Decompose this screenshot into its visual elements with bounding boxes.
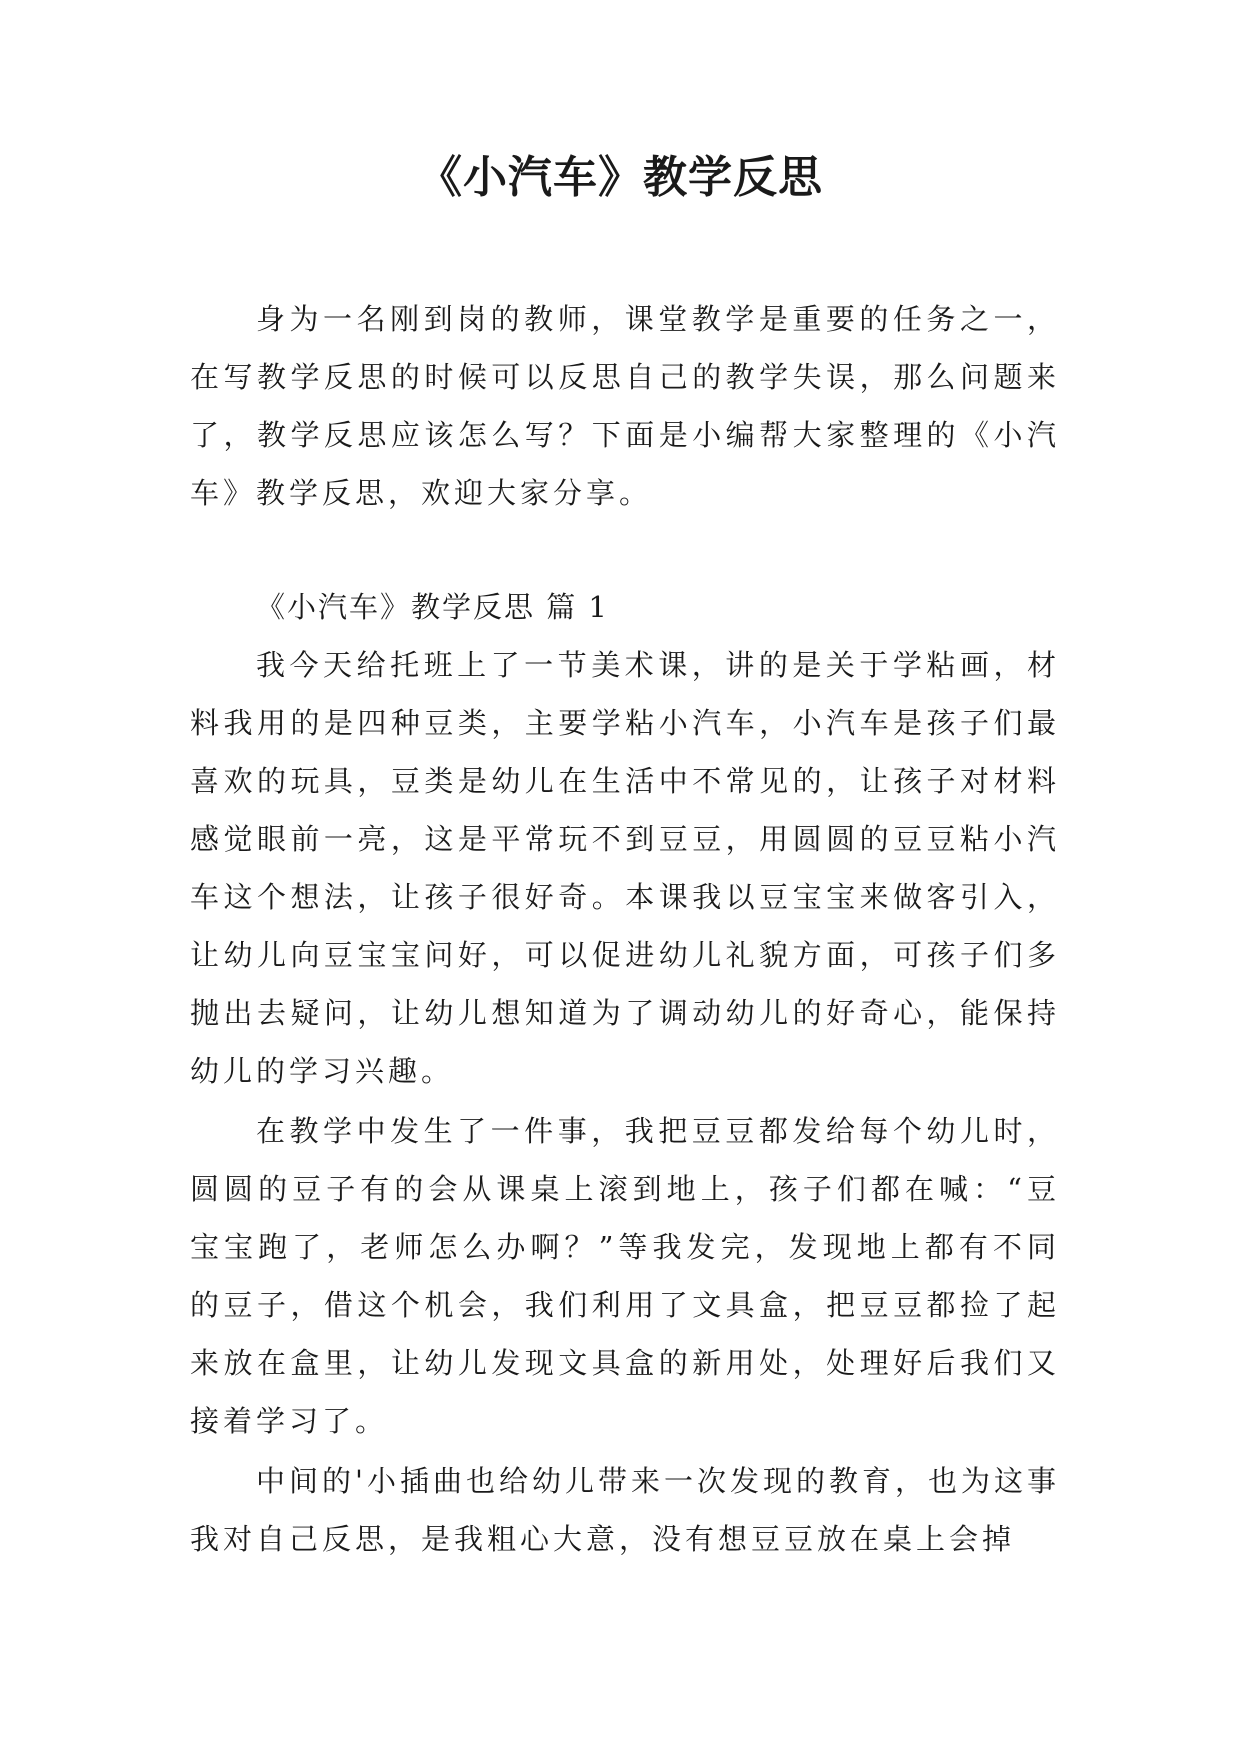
intro-paragraph: 身为一名刚到岗的教师，课堂教学是重要的任务之一，在写教学反思的时候可以反思自己的教学失误，那么问题来了，教学反思应该怎么写？下面是小编帮大家整理的《小汽车》教学反思，欢迎大家分享。 xyxy=(190,302,1060,510)
body-paragraph: 我今天给托班上了一节美术课，讲的是关于学粘画，材料我用的是四种豆类，主要学粘小汽车，小汽车是孩子们最喜欢的玩具，豆类是幼儿在生活中不常见的，让孩子对材料感觉眼前一亮，这是平常玩不到豆豆，用圆圆的豆豆粘小汽车这个想法，让孩子很好奇。本课我以豆宝宝来做客引入，让幼儿向豆宝宝问好，可以促进幼儿礼貌方面，可孩子们多抛出去疑问，让幼儿想知道为了调动幼儿的好奇心，能保持幼儿的学习兴趣。 xyxy=(190,648,1060,1088)
body-paragraph: 中间的'小插曲也给幼儿带来一次发现的教育，也为这事我对自己反思，是我粗心大意，没有想豆豆放在桌上会掉 xyxy=(190,1464,1060,1556)
section-heading: 《小汽车》教学反思 篇 1 xyxy=(256,590,609,624)
document-title: 《小汽车》教学反思 xyxy=(418,152,823,203)
body-paragraph: 在教学中发生了一件事，我把豆豆都发给每个幼儿时，圆圆的豆子有的会从课桌上滚到地上，孩子们都在喊：“豆宝宝跑了，老师怎么办啊？”等我发完，发现地上都有不同的豆子，借这个机会，我们利用了文具盒，把豆豆都捡了起来放在盒里，让幼儿发现文具盒的新用处，处理好后我们又接着学习了。 xyxy=(190,1114,1060,1438)
